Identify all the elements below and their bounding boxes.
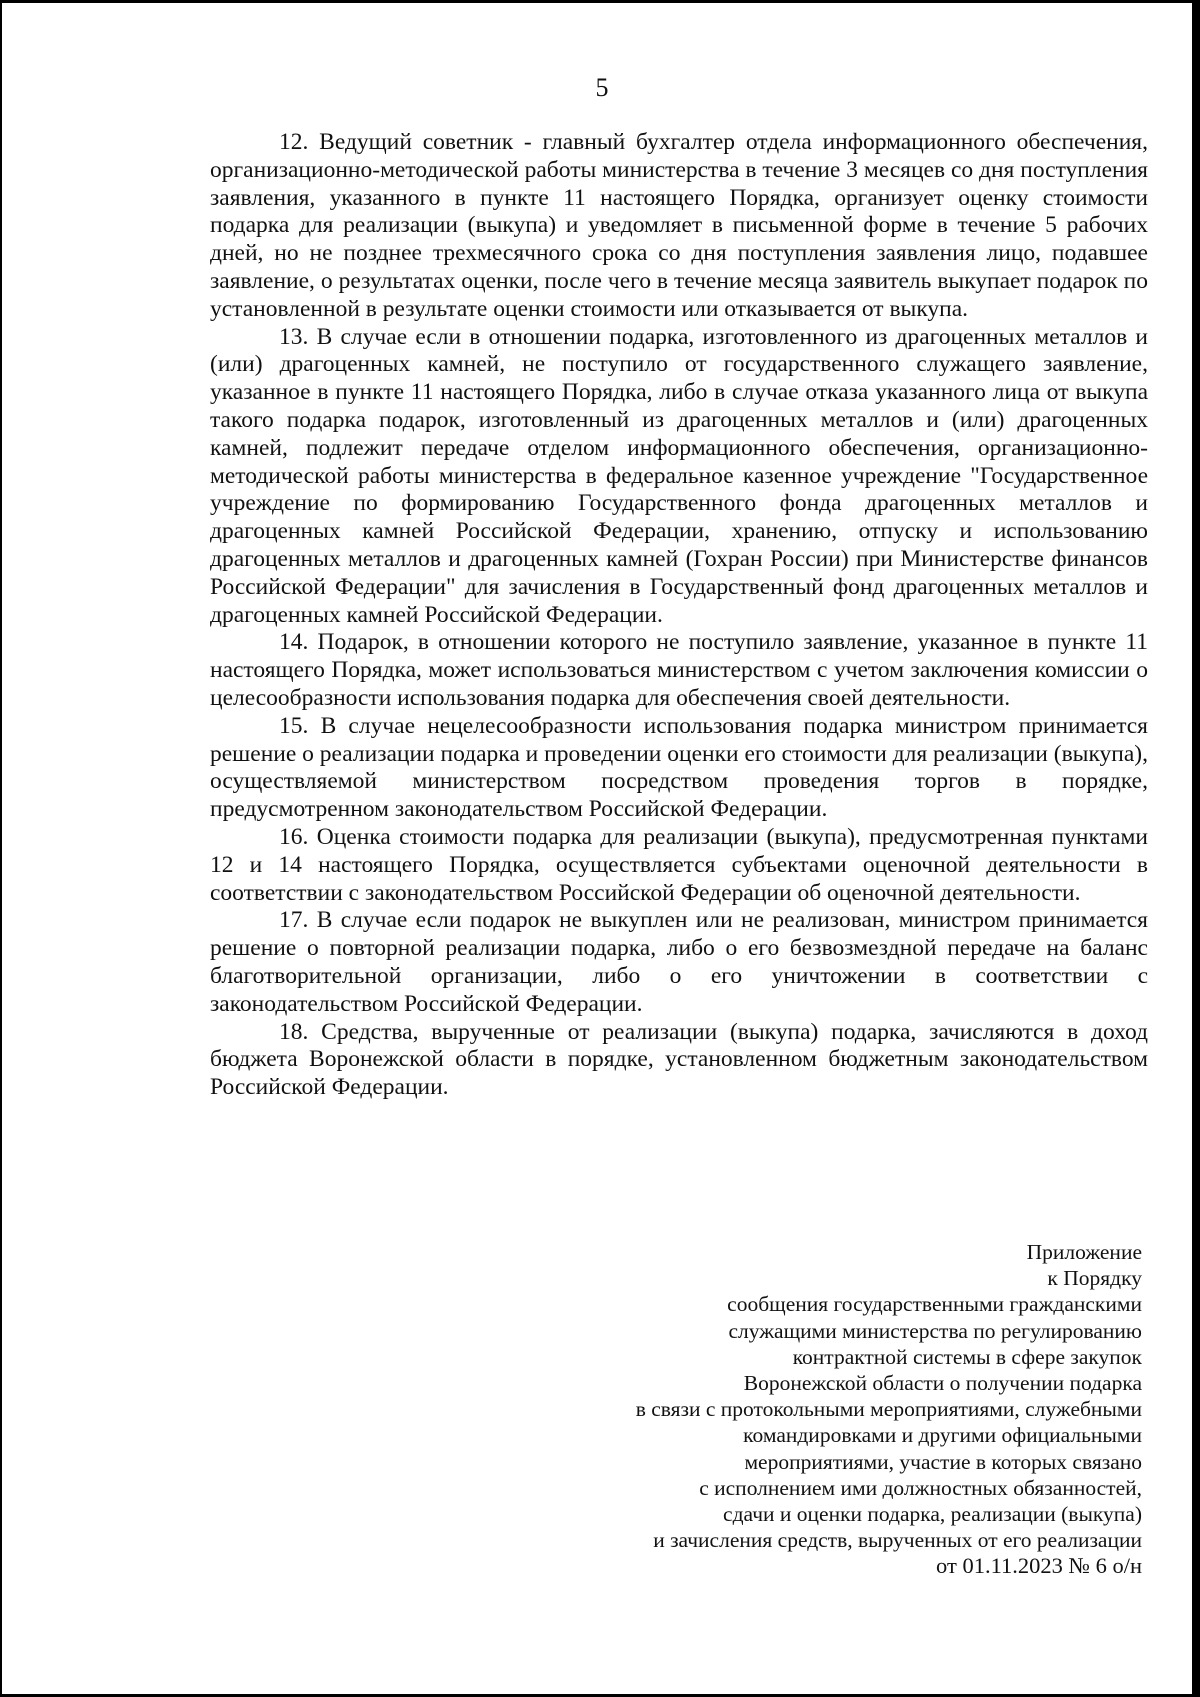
paragraph-12: 12. Ведущий советник - главный бухгалтер отдела информационного обеспечения, организационно-методической работы министерства в течение 3 месяцев со дня поступления заявления, указанного в пункте 11 настоящего Порядка, организует оценку стоимости подарка для реализации (выкупа) и уведомляет в письменной форме в течение 5 рабочих дней, но не позднее трехмесячного срока со дня поступления заявления лицо, подавшее заявление, о результатах оценки, после чего в течение месяца заявитель выкупает подарок по установленной в результате оценки стоимости или отказывается от выкупа. xyxy=(210,129,1148,322)
appendix-line: Воронежской области о получении подарка xyxy=(743,1371,1142,1396)
appendix-line: в связи с протокольными мероприятиями, служебными xyxy=(635,1397,1142,1422)
appendix-line: к Порядку xyxy=(1047,1266,1142,1291)
appendix-header xyxy=(422,1239,1142,1580)
appendix-line: и зачисления средств, вырученных от его реализации xyxy=(653,1528,1142,1553)
appendix-line: служащими министерства по регулированию xyxy=(728,1318,1142,1343)
appendix-line: с исполнением ими должностных обязанностей, xyxy=(699,1475,1142,1500)
paragraph-15: 15. В случае нецелесообразности использования подарка министром принимается решение о реализации подарка и проведении оценки его стоимости для реализации (выкупа), осуществляемой министерством посредством проведения торгов в порядке, предусмотренном законодательством Российской Федерации. xyxy=(210,712,1148,823)
page-number: 5 xyxy=(595,73,609,102)
appendix-line: контрактной системы в сфере закупок xyxy=(792,1344,1142,1369)
appendix-date-number: от 01.11.2023 № 6 о/н xyxy=(936,1553,1142,1579)
paragraph-17: 17. В случае если подарок не выкуплен или не реализован, министром принимается решение о повторной реализации подарка, либо о его безвозмездной передаче на баланс благотворительной организации, либо о его уничтожении в соответствии с законодательством Российской Федерации. xyxy=(210,907,1148,1017)
appendix-line: мероприятиями, участие в которых связано xyxy=(744,1449,1142,1474)
document-body xyxy=(210,129,1148,1102)
appendix-title: Приложение xyxy=(1026,1240,1142,1264)
appendix-line: сообщения государственными гражданскими xyxy=(727,1292,1142,1317)
paragraph-18: 18. Средства, вырученные от реализации (выкупа) подарка, зачисляются в доход бюджета Воронежской области в порядке, установленном бюджетным законодательством Российской Федерации. xyxy=(210,1018,1148,1101)
appendix-line: командировками и другими официальными xyxy=(743,1423,1142,1448)
paragraph-13: 13. В случае если в отношении подарка, изготовленного из драгоценных металлов и (или) драгоценных камней, не поступило от государственного служащего заявление, указанное в пункте 11 настоящего Порядка, либо в случае отказа указанного лица от выкупа такого подарка подарок, изготовленный из драгоценных металлов и (или) драгоценных камней, подлежит передаче отделом информационного обеспечения, организационно-методической работы министерства в федеральное казенное учреждение "Государственное учреждение по формированию Государственного фонда драгоценных металлов и драгоценных камней Российской Федерации, хранению, отпуску и использованию драгоценных металлов и драгоценных камней (Гохран России) при Министерстве финансов Российской Федерации" для зачисления в Государственный фонд драгоценных металлов и драгоценных камней Российской Федерации. xyxy=(210,323,1148,628)
appendix-line: сдачи и оценки подарка, реализации (выкупа) xyxy=(723,1502,1142,1527)
paragraph-14: 14. Подарок, в отношении которого не поступило заявление, указанное в пункте 11 настоящего Порядка, может использоваться министерством с учетом заключения комиссии о целесообразности использования подарка для обеспечения своей деятельности. xyxy=(210,629,1148,711)
paragraph-16: 16. Оценка стоимости подарка для реализации (выкупа), предусмотренная пунктами 12 и 14 настоящего Порядка, осуществляется субъектами оценочной деятельности в соответствии с законодательством Российской Федерации об оценочной деятельности. xyxy=(210,823,1148,906)
